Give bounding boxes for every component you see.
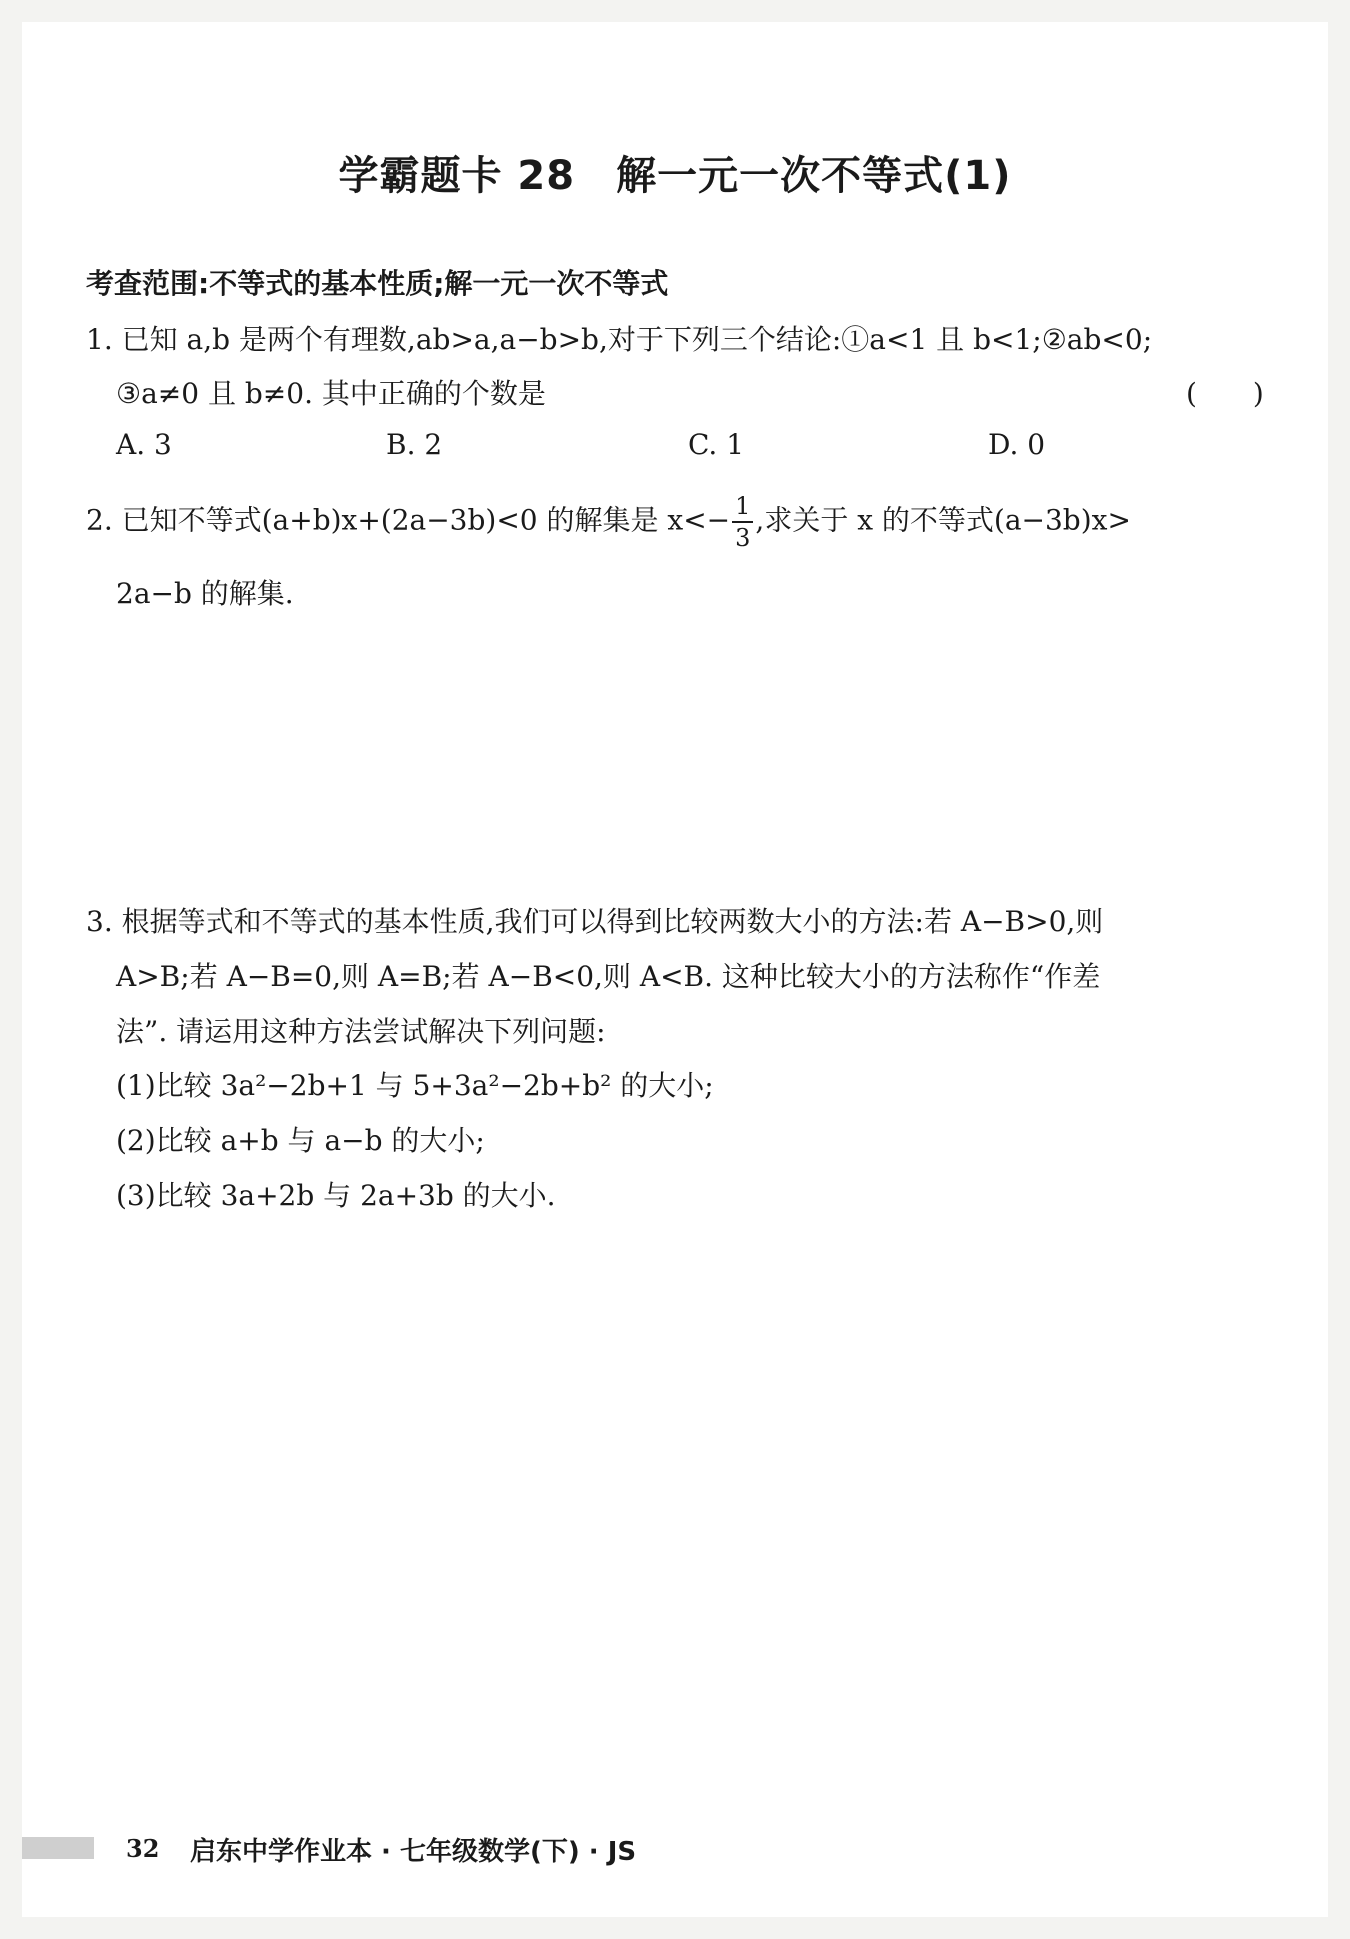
question-3-part-3: (3)比较 3a+2b 与 2a+3b 的大小.	[116, 1179, 556, 1212]
option-c: C. 1	[688, 428, 745, 461]
option-b: B. 2	[386, 428, 443, 461]
book-title: 启东中学作业本 · 七年级数学(下) · JS	[190, 1837, 637, 1867]
question-3-line-1: 3. 根据等式和不等式的基本性质,我们可以得到比较两数大小的方法:若 A−B>0,则	[86, 905, 1104, 938]
option-d: D. 0	[988, 428, 1046, 461]
question-1-line-1: 1. 已知 a,b 是两个有理数,ab>a,a−b>b,对于下列三个结论:①a<1 且 b<1;②ab<0;	[86, 323, 1153, 356]
question-2-line-2: 2a−b 的解集.	[116, 577, 294, 610]
question-3-line-2: A>B;若 A−B=0,则 A=B;若 A−B<0,则 A<B. 这种比较大小的方法称作“作差	[116, 960, 1101, 993]
exam-scope: 考查范围:不等式的基本性质;解一元一次不等式	[86, 267, 669, 300]
option-a: A. 3	[116, 428, 172, 461]
question-2-line-1	[86, 494, 1131, 550]
fraction-one-third	[732, 494, 753, 550]
page-number: 32	[126, 1834, 160, 1863]
question-2-text-pre: 2. 已知不等式(a+b)x+(2a−3b)<0 的解集是 x<−	[86, 503, 731, 537]
question-1-line-2: ③a≠0 且 b≠0. 其中正确的个数是	[116, 377, 546, 410]
answer-bracket: ( )	[1186, 377, 1264, 410]
page-title: 学霸题卡 28 解一元一次不等式(1)	[338, 153, 1012, 199]
footer-bar	[22, 1837, 94, 1859]
question-3-line-3: 法”. 请运用这种方法尝试解决下列问题:	[116, 1015, 606, 1048]
question-2-text-post: ,求关于 x 的不等式(a−3b)x>	[755, 503, 1131, 537]
fraction-numerator: 1	[732, 494, 753, 523]
fraction-denominator: 3	[735, 524, 751, 552]
question-3-part-1: (1)比较 3a²−2b+1 与 5+3a²−2b+b² 的大小;	[116, 1069, 714, 1102]
question-3-part-2: (2)比较 a+b 与 a−b 的大小;	[116, 1124, 485, 1157]
